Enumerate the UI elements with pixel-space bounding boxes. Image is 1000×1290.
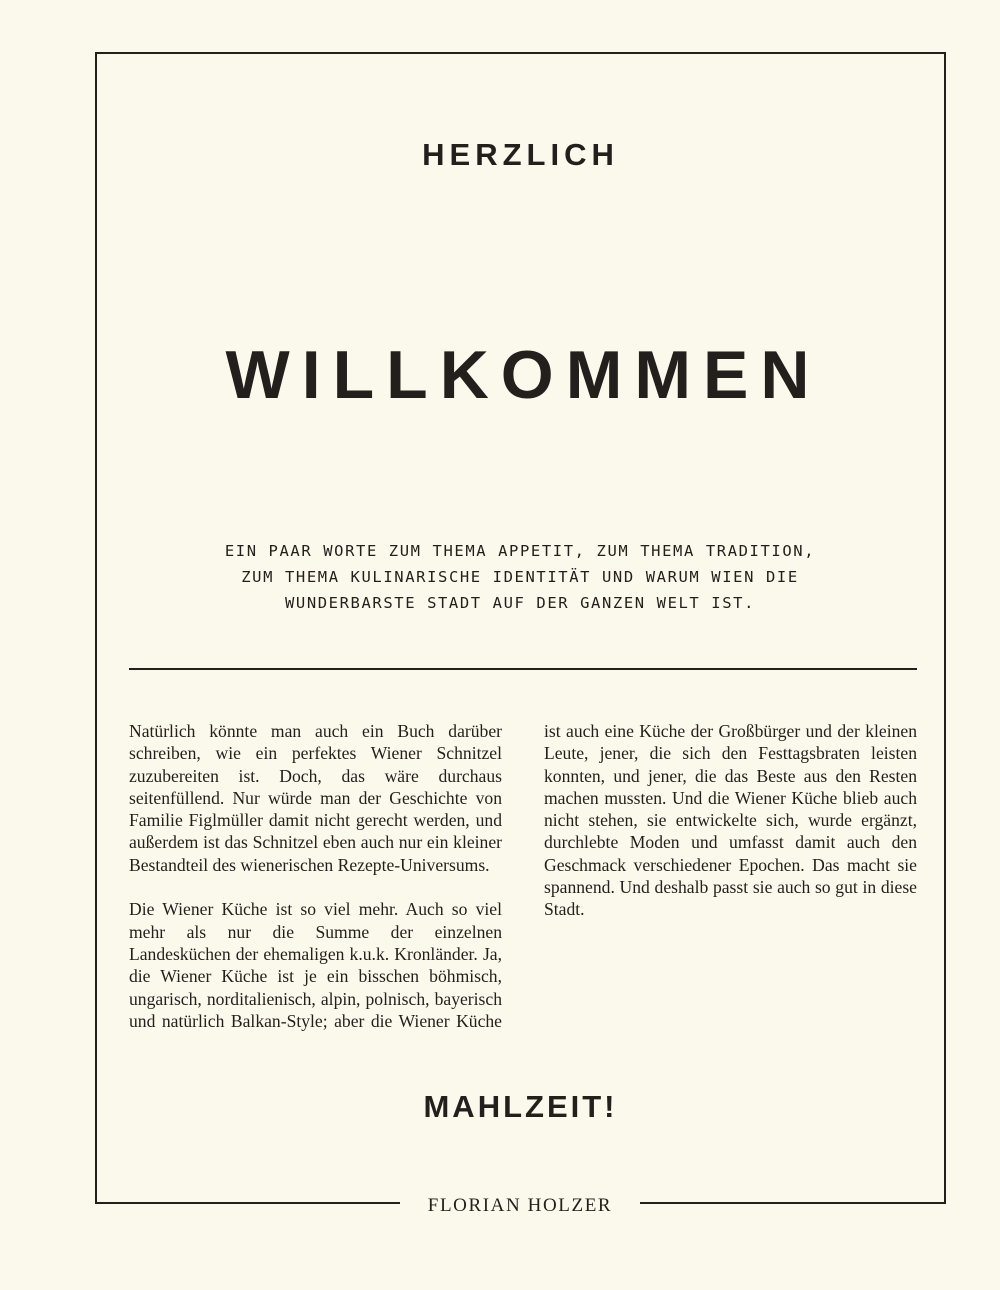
- intro-text: [150, 538, 890, 616]
- intro-line: EIN PAAR WORTE ZUM THEMA APPETIT, ZUM THEMA TRADITION,: [224, 542, 816, 560]
- body-paragraph: Natürlich könnte man auch ein Buch darüber schreiben, wie ein perfektes Wiener Schnitzel zuzubereiten ist. Doch, das wäre durchaus seitenfüllend. Nur würde man der Geschichte von Familie Figlmüller damit nicht gerecht werden, und außerdem ist das Schnitzel eben auch nur ein kleiner Bestandteil des wienerischen Rezepte-Universums.: [129, 721, 502, 875]
- heading-willkommen: WILLKOMMEN: [225, 337, 822, 413]
- divider-rule: [129, 668, 917, 670]
- body-paragraph: Die Wiener Küche ist so viel mehr. Auch so viel mehr als nur die Summe der einzelnen Landesküchen der ehemaligen k.u.k. Kronländer. Ja, die Wiener Küche ist je ein bisschen böhmisch, ungarisch, norditalienisch, alpin, polnisch, bayerisch und natürlich Balkan-Style; aber die Wiener Küche ist auch eine Küche der Großbürger und der kleinen Leute, jener, die sich den Festtagsbraten leisten konnten, und jener, die das Beste aus den Resten machen mussten. Und die Wiener Küche blieb auch nicht stehen, sie entwickelte sich, wurde ergänzt, durchlebte Moden und umfasst damit auch den Geschmack verschiedener Epochen. Das macht sie spannend. Und deshalb passt sie auch so gut in diese Stadt.: [129, 721, 917, 1031]
- intro-line: WUNDERBARSTE STADT AUF DER GANZEN WELT IST.: [284, 594, 756, 612]
- author-name: FLORIAN HOLZER: [427, 1195, 613, 1216]
- intro-line: ZUM THEMA KULINARISCHE IDENTITÄT UND WARUM WIEN DIE: [241, 568, 799, 586]
- body-text: [129, 720, 917, 1050]
- closing-mahlzeit: MAHLZEIT!: [423, 1089, 618, 1124]
- heading-herzlich: HERZLICH: [422, 137, 619, 172]
